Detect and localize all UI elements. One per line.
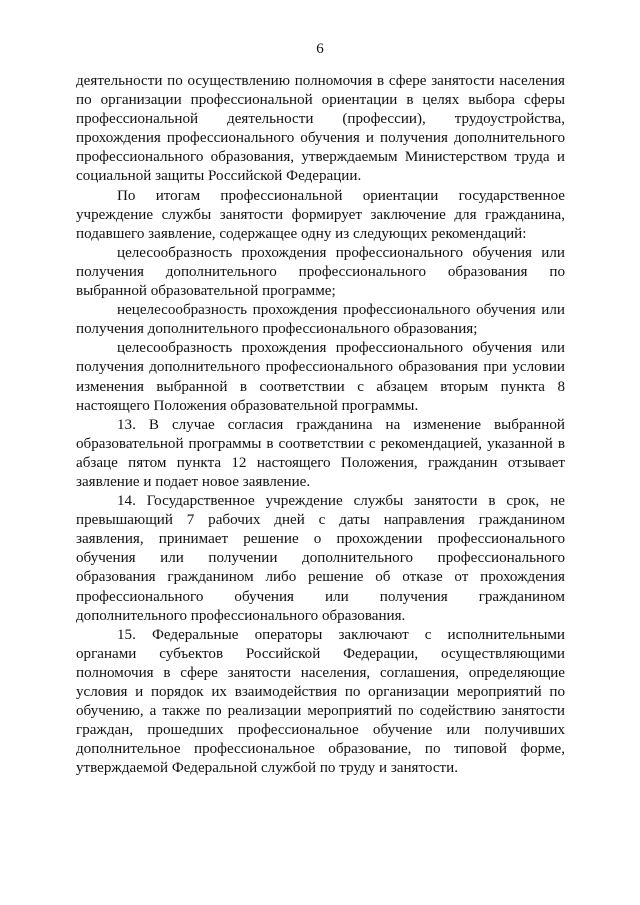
paragraph-recommendation-conditional: целесообразность прохождения профессионального обучения или получения дополнительного профессионального образования при условии изменения выбранной в соответствии с абзацем вторым пункта 8 настоящего Положения образовательной программы. bbox=[76, 340, 565, 414]
page-number: 6 bbox=[316, 41, 324, 57]
paragraph-recommendation-advisable: целесообразность прохождения профессионального обучения или получения дополнительного профессионального образования по выбранной образовательной программе; bbox=[76, 244, 565, 300]
document-body bbox=[76, 72, 565, 778]
paragraph-career-guidance-results: По итогам профессиональной ориентации государственное учреждение службы занятости формирует заключение для гражданина, подавшего заявление, содержащее одну из следующих рекомендаций: bbox=[76, 187, 565, 242]
paragraph-clause-14: 14. Государственное учреждение службы занятости в срок, не превышающий 7 рабочих дней с даты направления гражданином заявления, принимает решение о прохождении профессионального обучения или получении дополнительного профессионального образования гражданином либо решение об отказе от прохождения профессионального обучения или получения гражданином дополнительного профессионального образования. bbox=[76, 493, 565, 624]
paragraph-recommendation-not-advisable: нецелесообразность прохождения профессионального обучения или получения дополнительного профессионального образования; bbox=[76, 302, 565, 338]
paragraph-clause-13: 13. В случае согласия гражданина на изменение выбранной образовательной программы в соответствии с рекомендацией, указанной в абзаце пятом пункта 12 настоящего Положения, гражданин отзывает заявление и подает новое заявление. bbox=[76, 416, 565, 490]
paragraph-clause-15: 15. Федеральные операторы заключают с исполнительными органами субъектов Российской Федерации, осуществляющими полномочия в сфере занятости населения, соглашения, определяющие условия и порядок их взаимодействия по организации мероприятий по обучению, а также по реализации мероприятий по содействию занятости граждан, прошедших профессиональное обучение или получивших дополнительное профессиональное образование, по типовой форме, утверждаемой Федеральной службой по труду и занятости. bbox=[76, 626, 565, 777]
paragraph-continuation: деятельности по осуществлению полномочия в сфере занятости населения по организации профессиональной ориентации в целях выбора сферы профессиональной деятельности (профессии), трудоустройства, прохождения профессионального обучения и получения дополнительного профессионального образования, утверждаемым Министерством труда и социальной защиты Российской Федерации. bbox=[76, 73, 565, 185]
